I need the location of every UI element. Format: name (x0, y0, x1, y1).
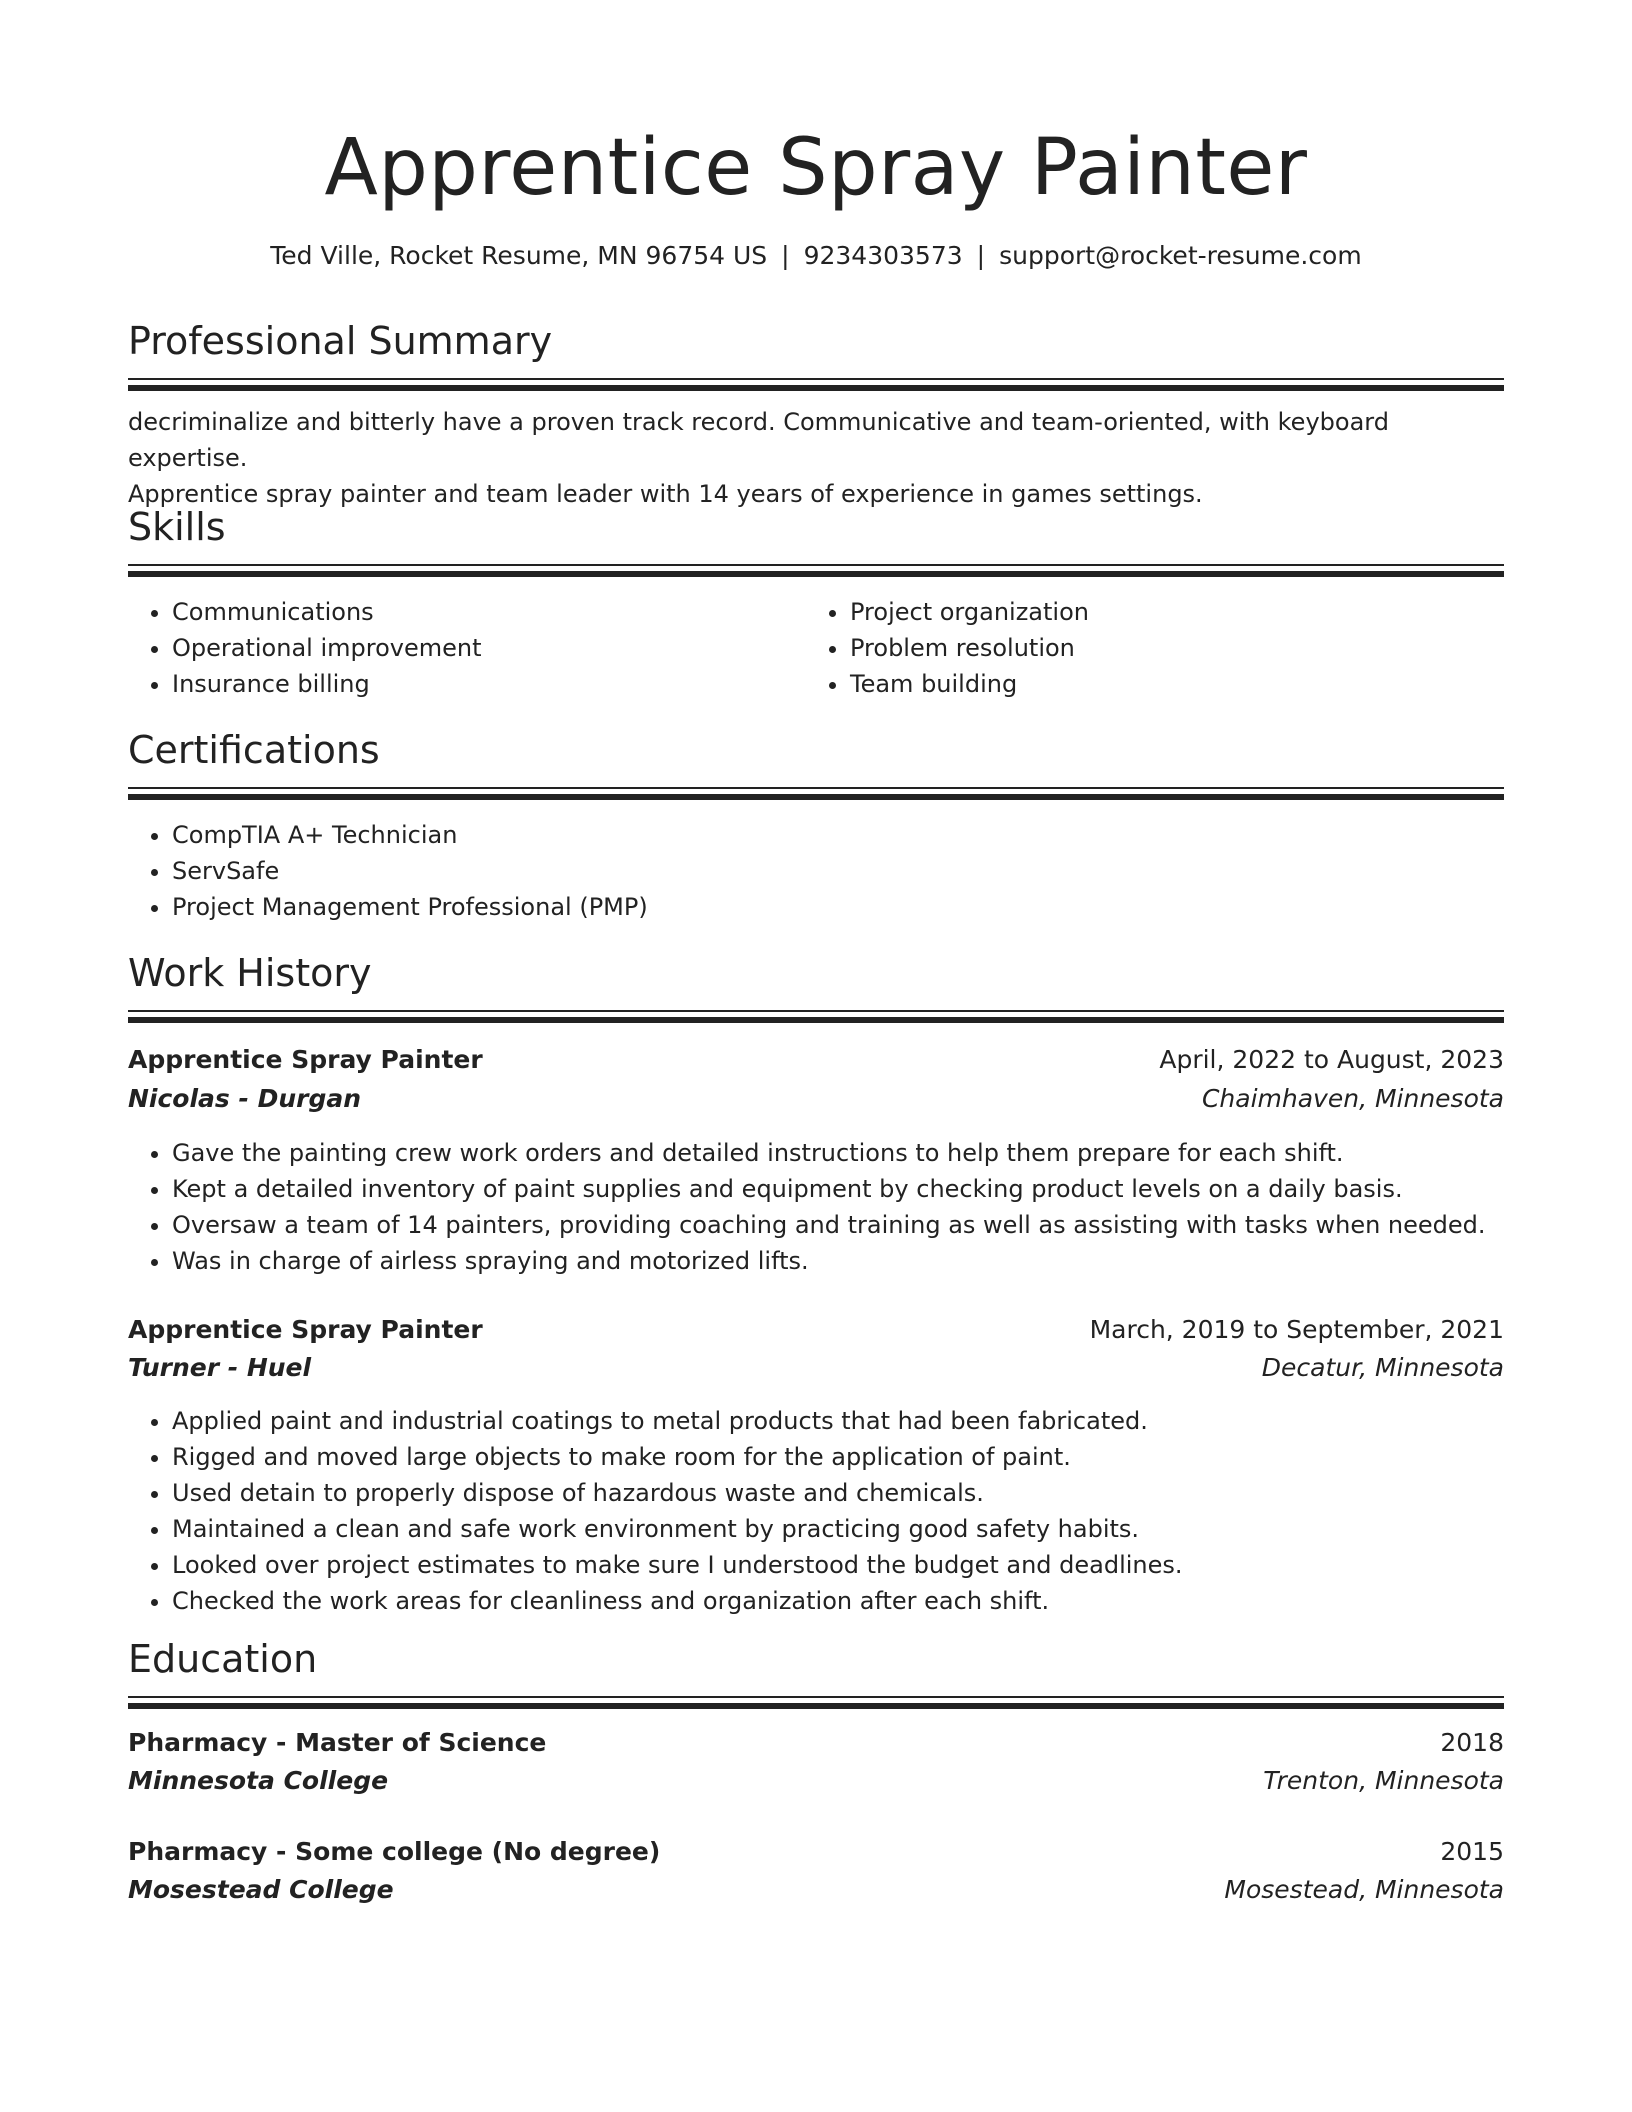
job-company-row (128, 1081, 1504, 1117)
section-rule-thin (128, 1696, 1504, 1698)
section-header-certifications (128, 725, 1504, 775)
certification-item: • Project Management Professional (PMP) (172, 889, 1472, 925)
job-title: Apprentice Spray Painter (128, 1045, 483, 1074)
job-dates: March, 2019 to September, 2021 (1089, 1315, 1504, 1344)
job-bullets (128, 1135, 1512, 1279)
job-bullet: • Used detain to properly dispose of hazardous waste and chemicals. (172, 1475, 1512, 1511)
education-school: Minnesota College (128, 1766, 389, 1795)
job-header-row (128, 1042, 1504, 1078)
skill-item: • Problem resolution (850, 630, 1490, 666)
section-header-education (128, 1634, 1504, 1684)
education-year: 2015 (1440, 1837, 1504, 1866)
section-rule-thin (128, 564, 1504, 566)
job-header-row (128, 1312, 1504, 1348)
education-header-row (128, 1725, 1504, 1761)
job-company: Turner - Huel (128, 1353, 312, 1382)
contact-separator: | (781, 241, 790, 270)
section-rule-thick (128, 1703, 1504, 1709)
section-header-work (128, 948, 1504, 998)
job-bullet: • Kept a detailed inventory of paint supplies and equipment by checking product levels on a daily basis. (172, 1171, 1512, 1207)
job-location: Decatur, Minnesota (1261, 1353, 1504, 1382)
job-bullet: • Rigged and moved large objects to make room for the application of paint. (172, 1439, 1512, 1475)
job-bullet: • Oversaw a team of 14 painters, providing coaching and training as well as assisting with tasks when needed. (172, 1207, 1512, 1243)
education-location: Trenton, Minnesota (1263, 1766, 1504, 1795)
section-rule-thick (128, 794, 1504, 800)
education-degree: Pharmacy - Master of Science (128, 1728, 547, 1757)
section-rule-thick (128, 571, 1504, 577)
section-header-summary (128, 316, 1504, 366)
section-rule-thin (128, 378, 1504, 380)
section-heading: Professional Summary (128, 319, 553, 363)
summary-line: Apprentice spray painter and team leader with 14 years of experience in games settings. (128, 480, 1203, 508)
education-location: Mosestead, Minnesota (1224, 1875, 1504, 1904)
section-header-skills (128, 502, 1504, 552)
contact-line (128, 238, 1504, 274)
skill-item: • Team building (850, 666, 1490, 702)
job-company: Nicolas - Durgan (128, 1084, 362, 1113)
certifications-list (128, 817, 1472, 925)
job-company-row (128, 1350, 1504, 1386)
job-dates: April, 2022 to August, 2023 (1159, 1045, 1504, 1074)
section-heading: Skills (128, 505, 226, 549)
skills-list-left (128, 594, 812, 702)
section-heading: Education (128, 1637, 318, 1681)
section-rule-thin (128, 1010, 1504, 1012)
section-heading: Work History (128, 951, 372, 995)
skill-item: • Operational improvement (172, 630, 812, 666)
education-school-row (128, 1872, 1504, 1908)
section-rule-thin (128, 787, 1504, 789)
job-bullet: • Maintained a clean and safe work environment by practicing good safety habits. (172, 1511, 1512, 1547)
section-rule-thick (128, 385, 1504, 391)
section-rule-thick (128, 1017, 1504, 1023)
job-bullet: • Looked over project estimates to make sure I understood the budget and deadlines. (172, 1547, 1512, 1583)
education-year: 2018 (1440, 1728, 1504, 1757)
summary-line: decriminalize and bitterly have a proven track record. Communicative and team-oriented, with keyboard expertise. (128, 408, 1389, 472)
job-title: Apprentice Spray Painter (128, 1315, 483, 1344)
job-bullet: • Applied paint and industrial coatings to metal products that had been fabricated. (172, 1403, 1512, 1439)
contact-separator: | (976, 241, 986, 270)
contact-email[interactable]: support@rocket-resume.com (999, 241, 1362, 270)
skill-item: • Communications (172, 594, 812, 630)
education-header-row (128, 1834, 1504, 1870)
skills-list-right (806, 594, 1490, 702)
job-bullets (128, 1403, 1512, 1619)
job-bullet: • Was in charge of airless spraying and motorized lifts. (172, 1243, 1512, 1279)
section-heading: Certifications (128, 728, 380, 772)
resume-title: Apprentice Spray Painter (324, 123, 1308, 213)
summary-text (128, 404, 1504, 512)
contact-phone: 9234303573 (803, 241, 963, 270)
job-location: Chaimhaven, Minnesota (1201, 1084, 1504, 1113)
education-degree: Pharmacy - Some college (No degree) (128, 1837, 661, 1866)
certification-item: • ServSafe (172, 853, 1472, 889)
job-bullet: • Checked the work areas for cleanliness and organization after each shift. (172, 1583, 1512, 1619)
skill-item: • Project organization (850, 594, 1490, 630)
education-school: Mosestead College (128, 1875, 394, 1904)
education-school-row (128, 1763, 1504, 1799)
skill-item: • Insurance billing (172, 666, 812, 702)
contact-address: Ted Ville, Rocket Resume, MN 96754 US (270, 241, 768, 270)
certification-item: • CompTIA A+ Technician (172, 817, 1472, 853)
job-bullet: • Gave the painting crew work orders and detailed instructions to help them prepare for each shift. (172, 1135, 1512, 1171)
